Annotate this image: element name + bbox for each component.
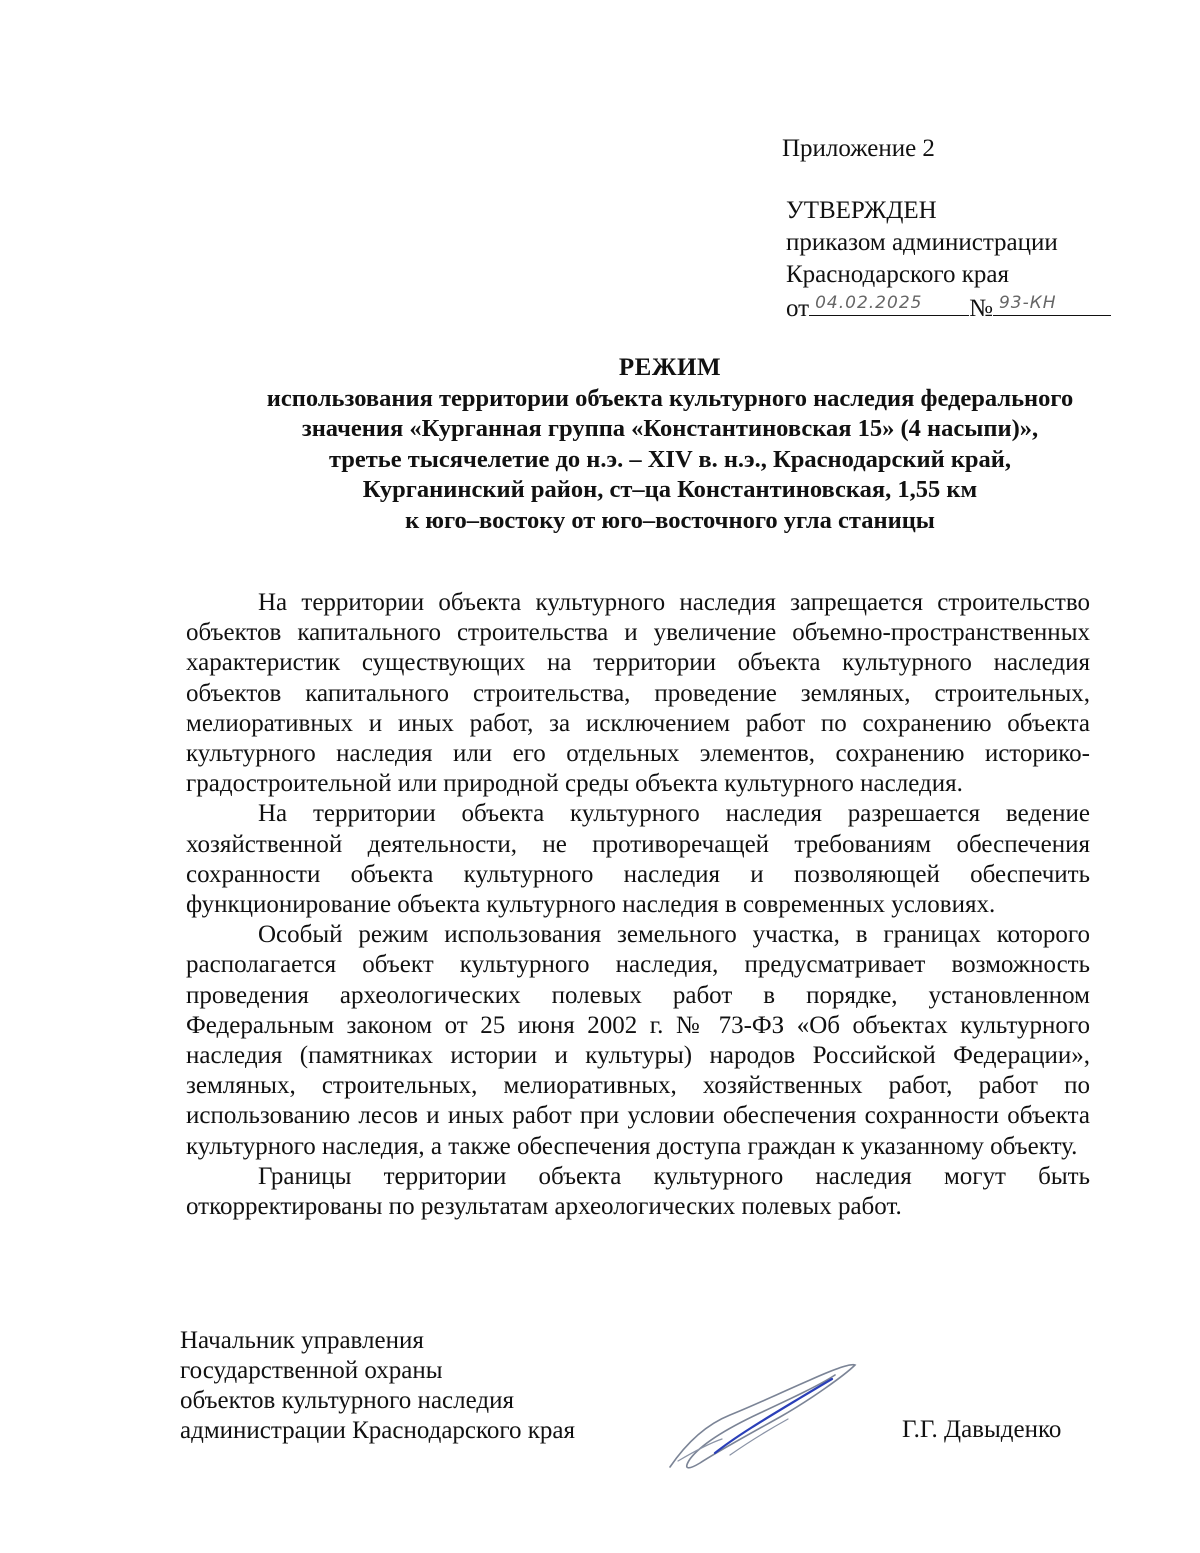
approval-line-1: приказом администрации [786, 229, 1058, 256]
number-label: № [969, 295, 993, 322]
date-field [809, 291, 969, 316]
from-label: от [786, 295, 810, 322]
signer-position-line: государственной охраны [180, 1357, 443, 1384]
approval-stamp [786, 195, 1111, 323]
paragraph: На территории объекта культурного наследия разрешается ведение хозяйственной деятельности, не противоречащей требованиям обеспечения сохранности объекта культурного наследия и позволяющей обеспечить функционирование объекта культурного наследия в современных условиях. [186, 800, 1090, 919]
document-body [186, 588, 1090, 1222]
title-line: третье тысячелетие до н.э. – XIV в. н.э., Краснодарский край, [328, 445, 1012, 473]
number-handwritten: 93-КН [998, 293, 1057, 313]
signer-position-line: объектов культурного наследия [180, 1387, 514, 1414]
approval-date-number-line [786, 291, 1111, 323]
appendix-label: Приложение 2 [782, 135, 935, 162]
title-line: значения «Курганная группа «Константиновская 15» (4 насыпи)», [301, 415, 1039, 442]
signer-position [180, 1326, 575, 1446]
signer-name: Г.Г. Давыденко [902, 1416, 1062, 1443]
title-line: к юго–востоку от юго–восточного угла станицы [405, 506, 935, 534]
paragraph: Границы территории объекта культурного наследия могут быть откорректированы по результатам археологических полевых работ. [186, 1162, 1090, 1221]
title-line: использования территории объекта культурного наследия федерального [266, 384, 1074, 412]
handwritten-signature [660, 1355, 860, 1475]
title-line: Курганинский район, ст–ца Константиновская, 1,55 км [362, 476, 978, 503]
approval-line-2: Краснодарского края [786, 261, 1009, 288]
approval-status: УТВЕРЖДЕН [786, 197, 937, 224]
document-title [150, 353, 1190, 536]
signer-position-line: Начальник управления [180, 1327, 424, 1354]
number-field [993, 291, 1111, 316]
title-main: РЕЖИМ [618, 354, 722, 381]
signer-position-line: администрации Краснодарского края [180, 1417, 576, 1444]
paragraph: На территории объекта культурного наследия запрещается строительство объектов капитального строительства и увеличение объемно-пространственных характеристик существующих на территории объекта культурного наследия объектов капитального строительства, проведение земляных, строительных, мелиоративных и иных работ, за исключением работ по сохранению объекта культурного наследия или его отдельных элементов, сохранению историко-градостроительной или природной среды объекта культурного наследия. [186, 589, 1090, 798]
paragraph: Особый режим использования земельного участка, в границах которого располагается объект культурного наследия, предусматривает возможность проведения археологических полевых работ в порядке, установленном Федеральным законом от 25 июня 2002 г. № 73-ФЗ «Об объектах культурного наследия (памятниках истории и культуры) народов Российской Федерации», земляных, строительных, мелиоративных, хозяйственных работ, работ по использованию лесов и иных работ при условии обеспечения сохранности объекта культурного наследия, а также обеспечения доступа граждан к указанному объекту. [186, 921, 1090, 1160]
date-handwritten: 04.02.2025 [815, 293, 923, 313]
